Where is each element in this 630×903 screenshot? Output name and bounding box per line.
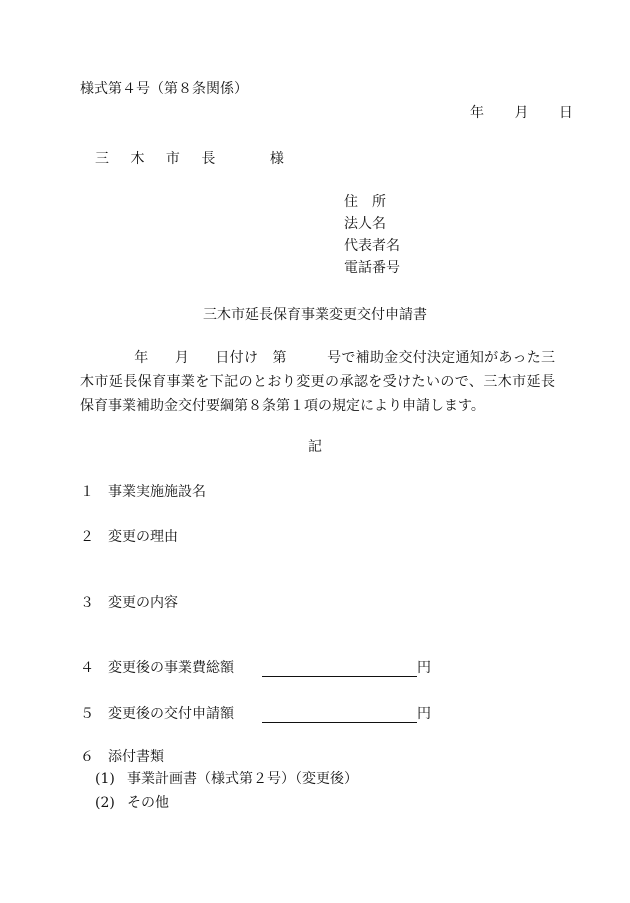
field-corporation-name: 法人名	[344, 216, 386, 232]
body-paragraph	[80, 346, 555, 418]
recipient-char: 市	[165, 151, 180, 167]
body-month: 月	[174, 350, 190, 366]
ki-heading: 記	[308, 439, 322, 455]
attachment-other	[95, 794, 169, 812]
item-label: 添付書類	[108, 749, 164, 765]
attachment-business-plan	[95, 770, 358, 788]
item-change-content	[80, 594, 178, 612]
recipient	[95, 150, 284, 168]
item-total-cost	[80, 659, 431, 677]
body-number-prefix: 第	[272, 350, 287, 366]
body-dated: 日付け	[215, 350, 259, 366]
form-label: 様式第４号（第８条関係）	[80, 81, 248, 97]
date-month: 月	[514, 105, 529, 121]
sub-item-label: 事業計画書（様式第２号）（変更後）	[127, 771, 358, 787]
item-number: １	[80, 484, 94, 500]
body-year: 年	[134, 350, 149, 366]
recipient-char: 長	[201, 151, 216, 167]
item-application-amount	[80, 705, 431, 723]
item-number: ２	[80, 529, 94, 545]
item-number: ５	[80, 706, 94, 722]
item-label: 変更後の事業費総額	[108, 660, 234, 676]
item-label: 変更の内容	[108, 595, 178, 611]
item-facility-name	[80, 483, 206, 501]
yen-unit: 円	[417, 660, 431, 676]
sub-item-number: (1)	[95, 771, 115, 787]
date-year: 年	[470, 105, 484, 121]
yen-unit: 円	[417, 706, 431, 722]
sub-item-number: (2)	[95, 795, 115, 811]
sub-item-label: その他	[127, 795, 169, 811]
recipient-char: 木	[130, 151, 145, 167]
document-title: 三木市延長保育事業変更交付申請書	[203, 307, 427, 323]
item-label: 変更後の交付申請額	[108, 706, 234, 722]
recipient-char: 三	[95, 151, 109, 167]
item-number: ４	[80, 660, 94, 676]
date-line	[470, 104, 573, 122]
item-label: 変更の理由	[108, 529, 178, 545]
item-number: ６	[80, 749, 94, 765]
field-phone: 電話番号	[344, 260, 400, 276]
field-address: 住 所	[344, 194, 386, 210]
item-label: 事業実施施設名	[108, 484, 206, 500]
field-representative: 代表者名	[344, 238, 400, 254]
body-text: 号で補助金交付決定通知があった三木市延長保育事業を下記のとおり変更の承認を受けたいので、三木市延長保育事業補助金交付要綱第８条第１項の規定により申請します。	[80, 350, 556, 414]
item-number: ３	[80, 595, 94, 611]
amount-blank-line	[262, 660, 417, 677]
date-day: 日	[558, 105, 573, 121]
item-attachments	[80, 748, 164, 766]
item-change-reason	[80, 528, 178, 546]
recipient-honorific: 様	[269, 151, 284, 167]
amount-blank-line	[262, 706, 417, 723]
